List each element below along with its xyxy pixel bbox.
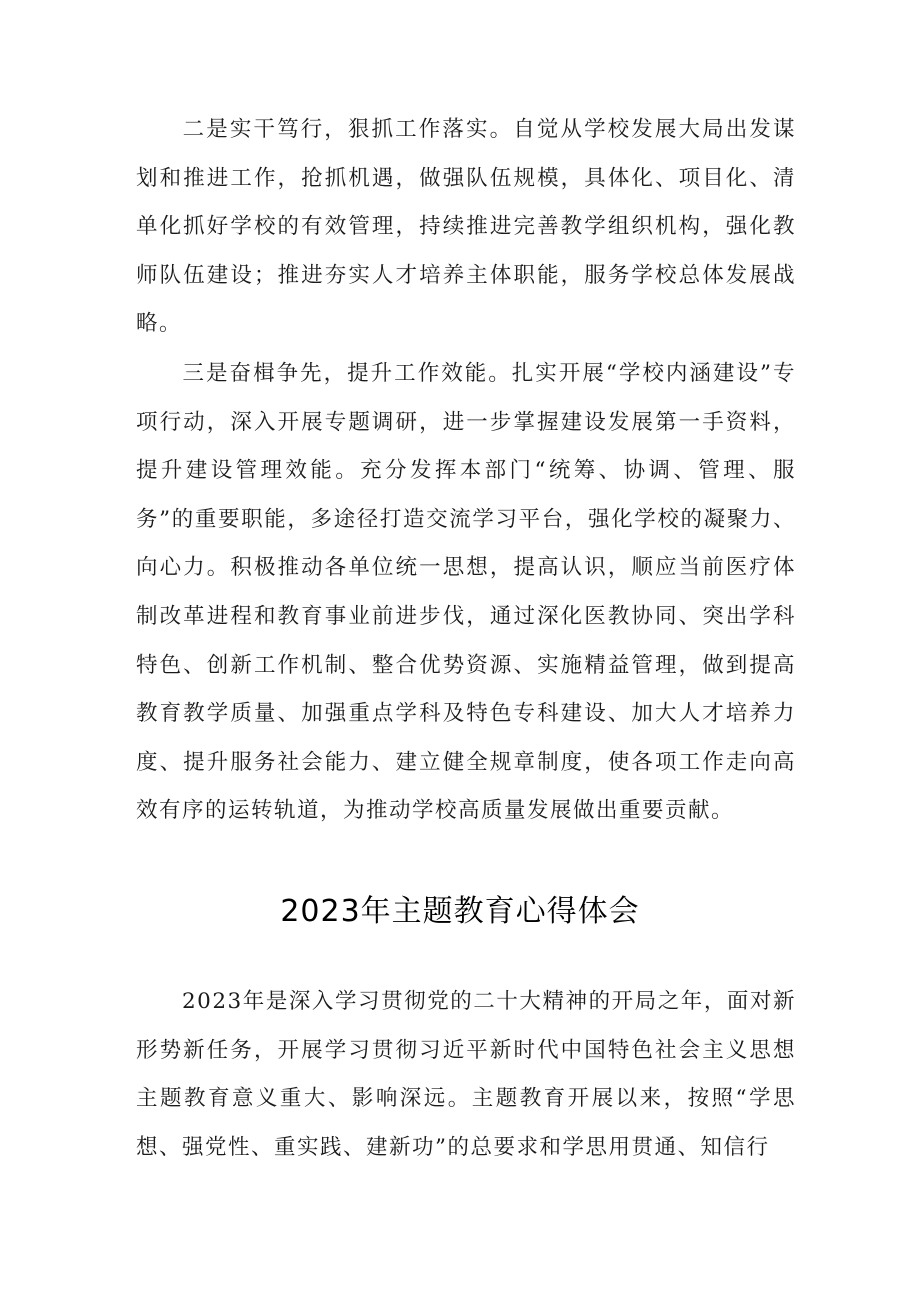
body-paragraph bbox=[136, 978, 796, 1172]
section-heading: 2023年主题教育心得体会 bbox=[280, 894, 640, 929]
paragraph-text: 三是奋楫争先，提升工作效能。扎实开展“学校内涵建设”专项行动，深入开展专题调研，进一步掌握建设发展第一手资料，提升建设管理效能。充分发挥本部门“统筹、协调、管理、服务”的重要职能，多途径打造交流学习平台，强化学校的凝聚力、向心力。积极推动各单位统一思想，提高认识，顺应当前医疗体制改革进程和教育事业前进步伐，通过深化医教协同、突出学科特色、创新工作机制、整合优势资源、实施精益管理，做到提高教育教学质量、加强重点学科及特色专科建设、加大人才培养力度、提升服务社会能力、建立健全规章制度，使各项工作走向高效有序的运转轨道，为推动学校高质量发展做出重要贡献。 bbox=[136, 361, 796, 824]
paragraph-text: 二是实干笃行，狠抓工作落实。自觉从学校发展大局出发谋划和推进工作，抢抓机遇，做强队伍规模，具体化、项目化、清单化抓好学校的有效管理，持续推进完善教学组织机构，强化教师队伍建设；推进夯实人才培养主体职能，服务学校总体发展战略。 bbox=[136, 117, 796, 337]
body-paragraph bbox=[136, 106, 796, 349]
body-paragraph bbox=[136, 350, 796, 836]
paragraph-text: 2023年是深入学习贯彻党的二十大精神的开局之年，面对新形势新任务，开展学习贯彻习近平新时代中国特色社会主义思想主题教育意义重大、影响深远。主题教育开展以来，按照“学思想、强党性、重实践、建新功”的总要求和学思用贯通、知信行 bbox=[136, 989, 796, 1160]
